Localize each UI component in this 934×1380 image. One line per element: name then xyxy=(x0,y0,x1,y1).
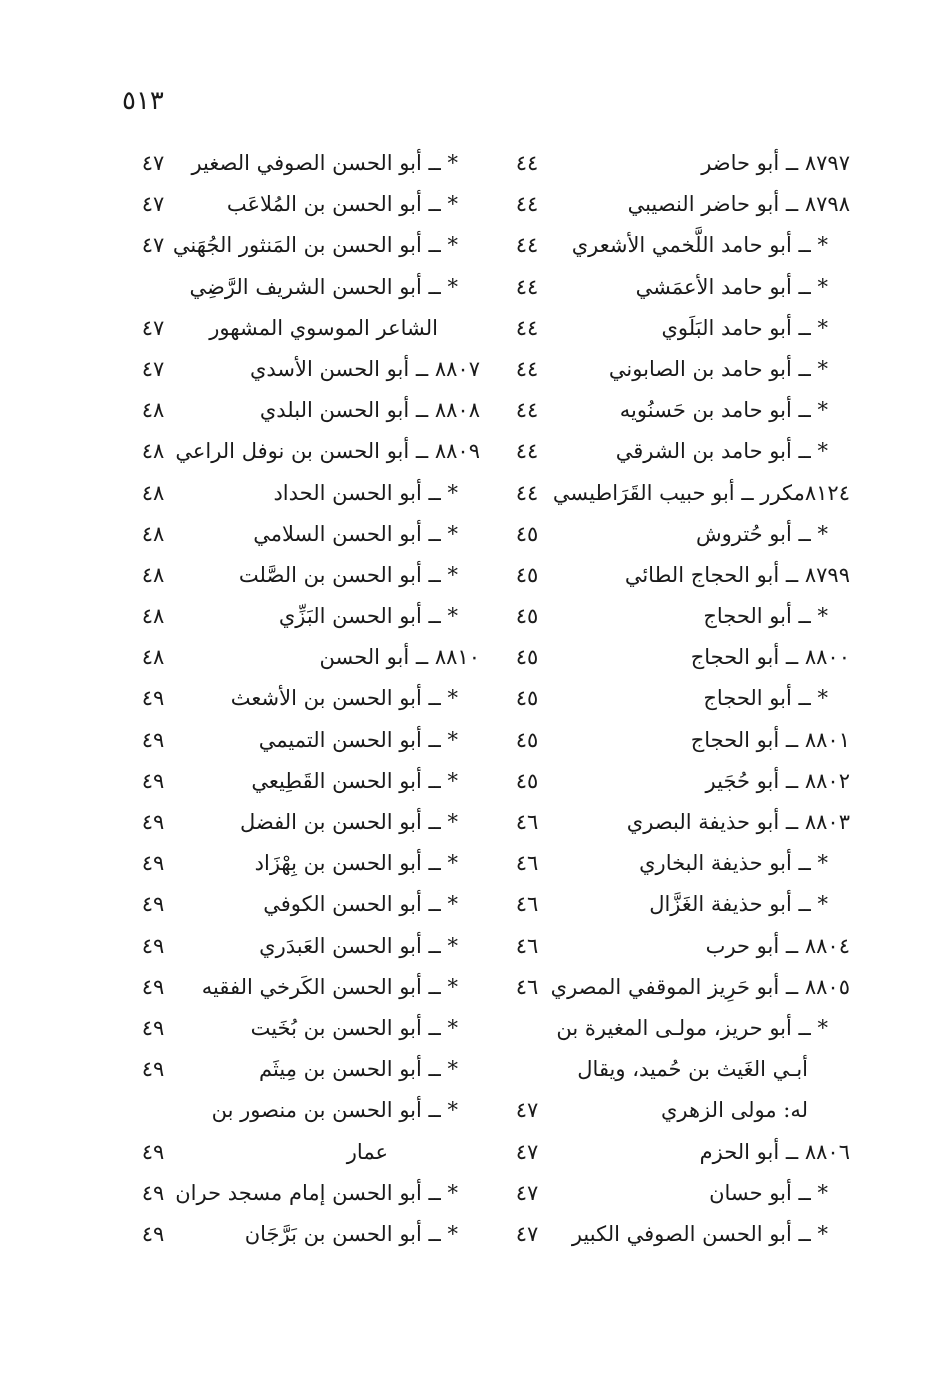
entry-name: * ــ أبو الحسن بن الفضل xyxy=(239,810,458,834)
entry-page-number: ٤٥ xyxy=(515,768,539,793)
index-entry xyxy=(85,555,480,596)
index-entry xyxy=(85,720,480,761)
entry-name: ٨٧٩٩ ــ أبو الحجاج الطائي xyxy=(624,562,850,587)
entry-name: * ــ أبو الحسن بن بُخَيت xyxy=(250,1015,458,1040)
entry-name: * ــ أبو حذيفة الغَزَّال xyxy=(649,892,828,917)
entry-page-number: ٤٨ xyxy=(141,439,165,464)
entry-page-number: ٤٤ xyxy=(515,480,539,505)
entry-name: * ــ أبو الحسن بن بِهْزَاد xyxy=(254,851,458,876)
index-entry xyxy=(455,1173,850,1214)
index-entry xyxy=(85,1049,480,1090)
entry-name: * ــ أبو الحسن بن المَنثور الجُهَني xyxy=(172,233,458,258)
entry-page-number: ٤٤ xyxy=(515,439,539,464)
index-entry xyxy=(455,184,850,225)
entry-name: * ــ أبو حسان xyxy=(709,1180,828,1205)
entry-page-number: ٤٨ xyxy=(141,521,165,546)
entry-page-number: ٤٩ xyxy=(141,1139,165,1164)
entry-page-number: ٤٧ xyxy=(141,192,165,217)
entry-page-number: ٤٧ xyxy=(515,1180,539,1205)
entry-name: * ــ أبو حامد بن الصابوني xyxy=(608,356,828,381)
entry-name: ٨٨١٠ ــ أبو الحسن xyxy=(319,645,480,670)
entry-name: * ــ أبو الحجاج xyxy=(703,686,828,711)
entry-page-number: ٤٩ xyxy=(141,1015,165,1040)
entry-page-number: ٤٩ xyxy=(141,768,165,793)
index-entry xyxy=(455,143,850,184)
entry-name: * ــ أبو الحسن الصوفي الكبير xyxy=(571,1221,828,1246)
index-entry xyxy=(455,1090,850,1131)
entry-name: * ــ أبو حريز، مولـى المغيرة بن xyxy=(556,1015,828,1040)
entry-name: ٨٨٠٩ ــ أبو الحسن بن نوفل الراعي xyxy=(175,439,480,464)
entry-name: عمار xyxy=(346,1139,388,1164)
index-entry xyxy=(455,308,850,349)
entry-page-number: ٤٧ xyxy=(141,151,165,175)
index-entry xyxy=(85,678,480,719)
entry-page-number: ٤٩ xyxy=(141,933,165,958)
index-column-left xyxy=(85,143,480,1273)
index-entry xyxy=(455,720,850,761)
entry-name: ٨١٢٤مكرر ــ أبو حبيب القَرَاطيسي xyxy=(552,480,850,505)
entry-page-number: ٤٤ xyxy=(515,398,539,423)
entry-page-number: ٤٤ xyxy=(515,315,539,340)
entry-page-number: ٤٦ xyxy=(515,892,539,917)
entry-name: * ــ أبو الحسن القَطِيعي xyxy=(251,768,458,793)
index-entry xyxy=(455,1049,850,1090)
entry-name: * ــ أبو الحسن بن الأشعث xyxy=(230,686,458,711)
entry-name: * ــ أبو الحسن البَزِّي xyxy=(278,604,458,629)
entry-page-number: ٤٧ xyxy=(515,1221,539,1246)
entry-page-number: ٤٤ xyxy=(515,151,539,175)
index-entry xyxy=(85,143,480,184)
entry-name: * ــ أبو الحسن بن الصَّلت xyxy=(238,562,458,587)
index-entry xyxy=(85,431,480,472)
index-entry xyxy=(85,884,480,925)
index-entry xyxy=(85,267,480,308)
entry-name: ٨٧٩٨ ــ أبو حاضر النصيبي xyxy=(627,192,850,217)
entry-name: ٨٨٠٠ ــ أبو الحجاج xyxy=(690,645,850,670)
index-entry xyxy=(455,390,850,431)
index-entry xyxy=(85,1008,480,1049)
entry-page-number: ٤٥ xyxy=(515,727,539,752)
index-entry xyxy=(455,802,850,843)
entry-name: * ــ أبو حُتروش xyxy=(695,521,828,546)
entry-page-number: ٤٩ xyxy=(141,1180,165,1205)
entry-name: * ــ أبو حامد الأعمَشي xyxy=(635,274,828,299)
index-column-right xyxy=(455,143,850,1273)
entry-page-number: ٤٤ xyxy=(515,274,539,299)
index-entry xyxy=(455,761,850,802)
entry-page-number: ٤٤ xyxy=(515,192,539,217)
entry-name: له: مولى الزهري xyxy=(661,1098,808,1123)
index-entry xyxy=(85,1132,480,1173)
entry-page-number: ٤٦ xyxy=(515,974,539,999)
entry-page-number: ٤٥ xyxy=(515,562,539,587)
index-entry xyxy=(85,802,480,843)
index-entry xyxy=(85,473,480,514)
entry-name: ٨٨٠٨ ــ أبو الحسن البلدي xyxy=(259,398,480,423)
entry-page-number: ٤٥ xyxy=(515,521,539,546)
entry-name: * ــ أبو حامد البَلَوي xyxy=(661,315,828,340)
entry-page-number: ٤٨ xyxy=(141,562,165,587)
index-entry xyxy=(455,431,850,472)
index-entry xyxy=(85,514,480,555)
entry-page-number: ٤٩ xyxy=(141,727,165,752)
entry-page-number: ٤٤ xyxy=(515,233,539,258)
index-entry xyxy=(455,267,850,308)
entry-page-number: ٤٩ xyxy=(141,810,165,834)
entry-page-number: ٤٧ xyxy=(141,315,165,340)
entry-name: * ــ أبو الحسن التميمي xyxy=(258,727,458,752)
entry-name: * ــ أبو الحسن بن مِيثَم xyxy=(259,1057,458,1082)
index-entry xyxy=(455,1214,850,1255)
index-entry xyxy=(455,514,850,555)
index-entry xyxy=(455,884,850,925)
entry-name: * ــ أبو الحسن بن بَرَّجَان xyxy=(244,1221,458,1246)
entry-name: ٨٨٠٣ ــ أبو حذيفة البصري xyxy=(626,810,850,834)
entry-page-number: ٤٩ xyxy=(141,974,165,999)
entry-name: * ــ أبو حامد بن الشرقي xyxy=(615,439,828,464)
page-number: ٥١٣ xyxy=(122,86,164,116)
entry-name: * ــ أبو حامد اللَّخمي الأشعري xyxy=(571,233,828,258)
entry-page-number: ٤٨ xyxy=(141,398,165,423)
entry-name: * ــ أبو حامد بن حَسنُويه xyxy=(619,398,828,423)
entry-name: * ــ أبو الحسن الكوفي xyxy=(263,892,458,917)
entry-name: * ــ أبو الحسن الشريف الرَّضِي xyxy=(189,274,458,299)
entry-name: * ــ أبو الحسن العَبدَري xyxy=(259,933,458,958)
index-entry xyxy=(85,184,480,225)
entry-page-number: ٤٧ xyxy=(515,1098,539,1123)
entry-page-number: ٤٨ xyxy=(141,645,165,670)
entry-page-number: ٤٨ xyxy=(141,604,165,629)
entry-page-number: ٤٧ xyxy=(515,1139,539,1164)
entry-page-number: ٤٦ xyxy=(515,810,539,834)
entry-name: * ــ أبو الحسن إمام مسجد حران xyxy=(175,1180,458,1205)
index-entry xyxy=(85,596,480,637)
entry-name: * ــ أبو حذيفة البخاري xyxy=(639,851,828,876)
index-entry xyxy=(85,637,480,678)
entry-page-number: ٤٩ xyxy=(141,1221,165,1246)
index-entry xyxy=(85,308,480,349)
index-entry xyxy=(455,349,850,390)
entry-page-number: ٤٨ xyxy=(141,480,165,505)
entry-name: * ــ أبو الحسن الكَرخي الفقيه xyxy=(201,974,458,999)
index-entry xyxy=(455,637,850,678)
entry-name: * ــ أبو الحسن السلامي xyxy=(253,521,458,546)
entry-name: ٨٨٠٤ ــ أبو حرب xyxy=(705,933,850,958)
index-entry xyxy=(455,225,850,266)
entry-page-number: ٤٧ xyxy=(141,233,165,258)
index-entry xyxy=(455,926,850,967)
index-entry xyxy=(85,1090,480,1131)
index-entry xyxy=(85,967,480,1008)
index-entry xyxy=(455,596,850,637)
entry-name: ٨٨٠١ ــ أبو الحجاج xyxy=(690,727,850,752)
index-entry xyxy=(85,926,480,967)
entry-page-number: ٤٥ xyxy=(515,604,539,629)
entry-page-number: ٤٩ xyxy=(141,686,165,711)
entry-name: ٨٨٠٦ ــ أبو الحزم xyxy=(699,1139,850,1164)
index-entry xyxy=(455,1132,850,1173)
entry-name: * ــ أبو الحسن الحداد xyxy=(273,480,458,505)
index-entry xyxy=(85,1173,480,1214)
entry-name: ٨٧٩٧ ــ أبو حاضر xyxy=(701,151,850,175)
entry-page-number: ٤٧ xyxy=(141,356,165,381)
entry-name: ٨٨٠٧ ــ أبو الحسن الأسدي xyxy=(249,356,480,381)
entry-name: ٨٨٠٢ ــ أبو حُجَير xyxy=(705,768,850,793)
entry-page-number: ٤٦ xyxy=(515,933,539,958)
entry-name: الشاعر الموسوي المشهور xyxy=(209,315,438,340)
entry-page-number: ٤٩ xyxy=(141,892,165,917)
index-entry xyxy=(85,1214,480,1255)
entry-page-number: ٤٥ xyxy=(515,645,539,670)
index-entry xyxy=(455,967,850,1008)
index-entry xyxy=(455,678,850,719)
entry-page-number: ٤٥ xyxy=(515,686,539,711)
entry-page-number: ٤٩ xyxy=(141,851,165,876)
entry-name: * ــ أبو الحسن بن المُلاعَب xyxy=(226,192,458,217)
index-entry xyxy=(85,390,480,431)
entry-page-number: ٤٤ xyxy=(515,356,539,381)
index-entry xyxy=(85,761,480,802)
index-entry xyxy=(85,225,480,266)
entry-name: * ــ أبو الحسن الصوفي الصغير xyxy=(191,151,458,175)
index-entry xyxy=(85,843,480,884)
index-entry xyxy=(455,843,850,884)
index-entry xyxy=(455,555,850,596)
index-entry xyxy=(455,1008,850,1049)
entry-name: ٨٨٠٥ ــ أبو حَرِيز الموقفي المصري xyxy=(550,974,850,999)
entry-name: * ــ أبو الحجاج xyxy=(703,604,828,629)
index-entry xyxy=(85,349,480,390)
entry-page-number: ٤٩ xyxy=(141,1057,165,1082)
entry-name: * ــ أبو الحسن بن منصور بن xyxy=(211,1098,458,1123)
entry-page-number: ٤٦ xyxy=(515,851,539,876)
entry-name: أبـي الغَيث بن حُميد، ويقال xyxy=(577,1057,808,1082)
index-entry xyxy=(455,473,850,514)
